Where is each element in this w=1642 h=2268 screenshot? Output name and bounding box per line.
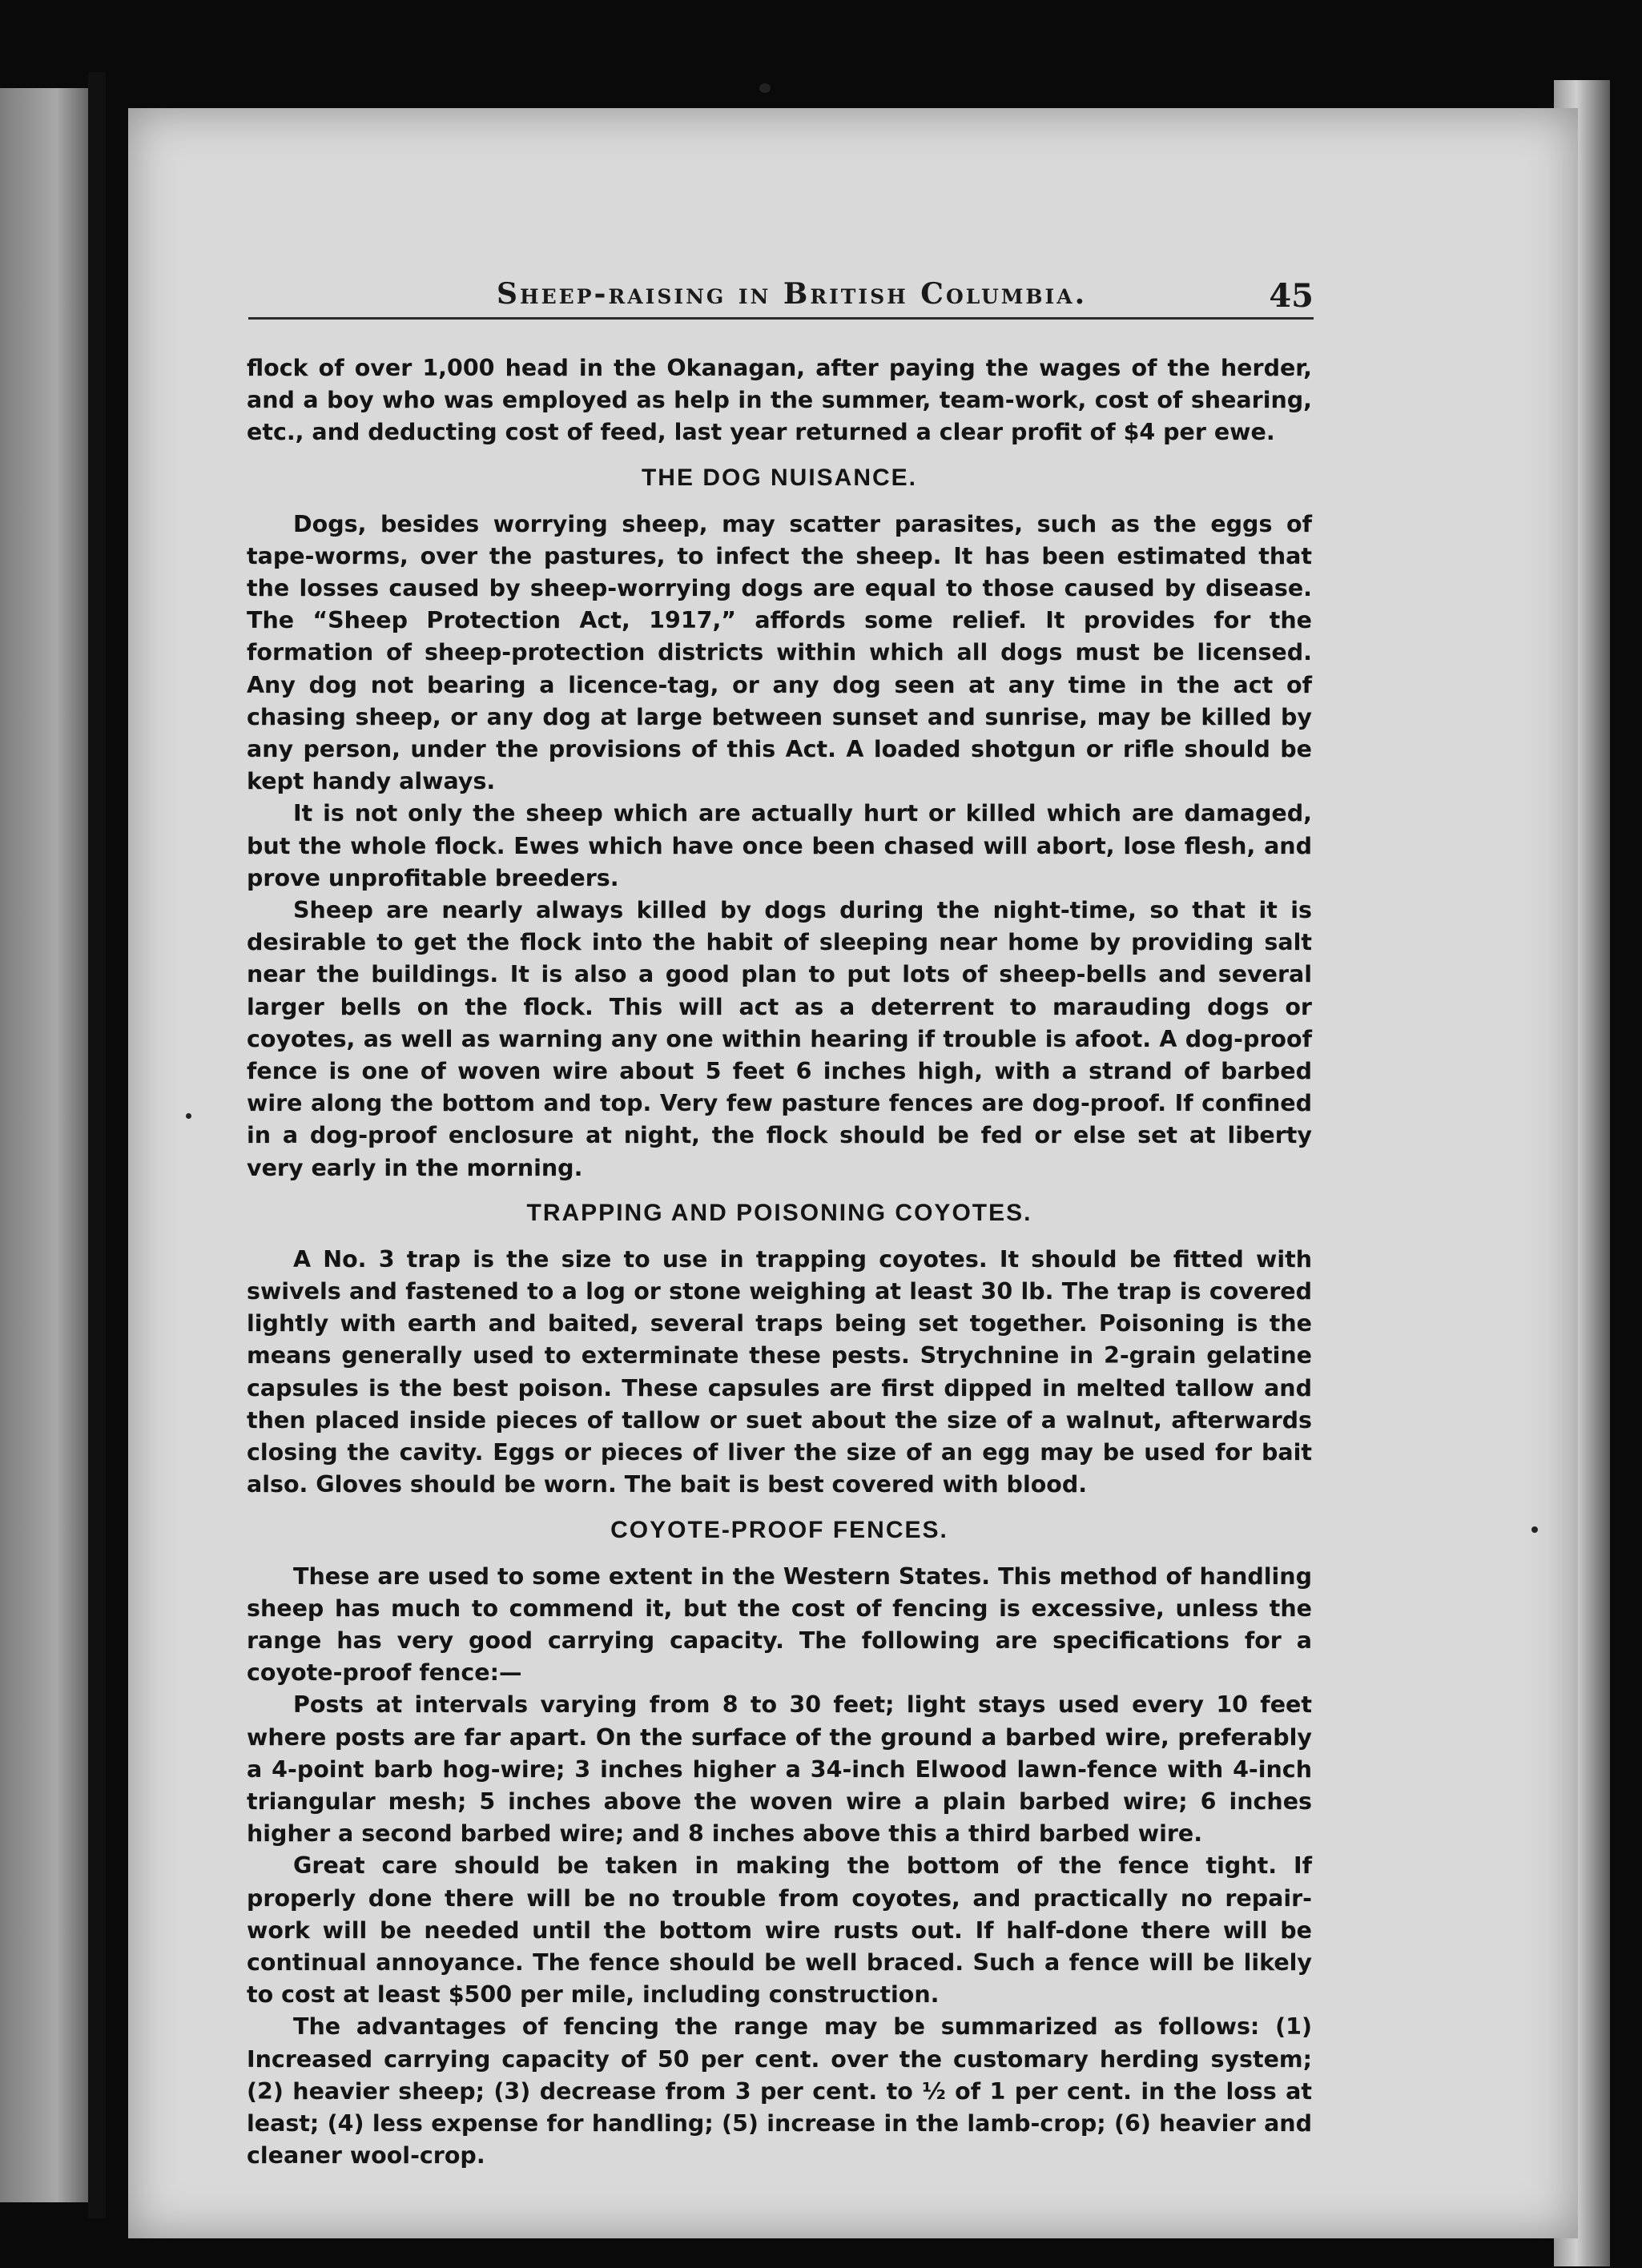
scan-speck (186, 1113, 191, 1119)
scan-speck (1531, 1526, 1538, 1533)
scan-speck (759, 83, 771, 93)
paragraph: Dogs, besides worrying sheep, may scatter parasites, such as the eggs of tape-worms, over the pastures, to infect the sheep. It has been estimated that the losses caused by sheep-worrying dogs are equal to those caused by disease. The “Sheep Protection Act, 1917,” affords some relief. It provides for the formation of sheep-protection districts within which all dogs must be licensed. Any dog not bearing a licence-tag, or any dog seen at any time in the act of chasing sheep, or any dog at large between sunset and sunrise, may be killed by any person, under the provisions of this Act. A loaded shotgun or rifle should be kept handy always. (247, 510, 1312, 795)
paragraph: Great care should be taken in making the bottom of the fence tight. If properly done there will be no trouble from coyotes, and practically no repair-work will be needed until the bottom wire rusts out. If half-done there will be continual annoyance. The fence should be well braced. Such a fence will be likely to cost at least $500 per mile, including construction. (247, 1852, 1312, 2009)
paragraph-continued: flock of over 1,000 head in the Okanagan, after paying the wages of the herder, and a boy who was employed as help in the summer, team-work, cost of shearing, etc., and deducting cost of feed, last year returned a clear profit of $4 per ewe. (247, 355, 1312, 446)
page-header (248, 277, 1314, 349)
paragraph: The advantages of fencing the range may be summarized as follows: (1) Increased carrying capacity of 50 per cent. over the customary herding system; (2) heavier sheep; (3) decrease from 3 per cent. to ½ of 1 per cent. in the loss at least; (4) less expense for handling; (5) increase in the lamb-crop; (6) heavier and cleaner wool-crop. (247, 2013, 1312, 2169)
page-number: 45 (1269, 277, 1314, 315)
paragraph: A No. 3 trap is the size to use in trapping coyotes. It should be fitted with swivels and fastened to a log or stone weighing at least 30 lb. The trap is covered lightly with earth and baited, several traps being set together. Poisoning is the means generally used to exterminate these pests. Strychnine in 2-grain gelatine capsules is the best poison. These capsules are first dipped in melted tallow and then placed inside pieces of tallow or suet about the size of a walnut, afterwards closing the cavity. Eggs or pieces of liver the size of an egg may be used for bait also. Gloves should be worn. The bait is best covered with blood. (247, 1245, 1312, 1498)
book-gutter (88, 72, 106, 2218)
section-heading-dog-nuisance: THE DOG NUISANCE. (641, 464, 918, 491)
paragraph: Posts at intervals varying from 8 to 30 feet; light stays used every 10 feet where posts are far apart. On the surface of the ground a barbed wire, preferably a 4-point barb hog-wire; 3 inches higher a 34-inch Elwood lawn-fence with 4-inch triangular mesh; 5 inches above the woven wire a plain barbed wire; 6 inches higher a second barbed wire; and 8 inches above this a third barbed wire. (247, 1691, 1312, 1848)
header-rule (248, 317, 1314, 320)
section-heading-trapping-coyotes: TRAPPING AND POISONING COYOTES. (526, 1199, 1032, 1226)
adjacent-page-edge (0, 88, 95, 2202)
paragraph: These are used to some extent in the Western States. This method of handling sheep has much to commend it, but the cost of fencing is excessive, unless the range has very good carrying capacity. The following are specifications for a coyote-proof fence:— (247, 1562, 1312, 1687)
section-heading-coyote-proof-fences: COYOTE-PROOF FENCES. (610, 1516, 948, 1543)
paragraph: It is not only the sheep which are actually hurt or killed which are damaged, but the whole flock. Ewes which have once been chased will abort, lose flesh, and prove unprofitable breeders. (247, 800, 1312, 891)
body-text (247, 352, 1312, 2172)
paragraph: Sheep are nearly always killed by dogs during the night-time, so that it is desirable to get the flock into the habit of sleeping near home by providing salt near the buildings. It is also a good plan to put lots of sheep-bells and several larger bells on the flock. This will act as a deterrent to marauding dogs or coyotes, as well as warning any one within hearing if trouble is afoot. A dog-proof fence is one of woven wire about 5 feet 6 inches high, with a strand of barbed wire along the bottom and top. Very few pasture fences are dog-proof. If confined in a dog-proof enclosure at night, the flock should be fed or else set at liberty very early in the morning. (247, 897, 1312, 1181)
running-title: Sheep-raising in British Columbia. (497, 277, 1088, 311)
